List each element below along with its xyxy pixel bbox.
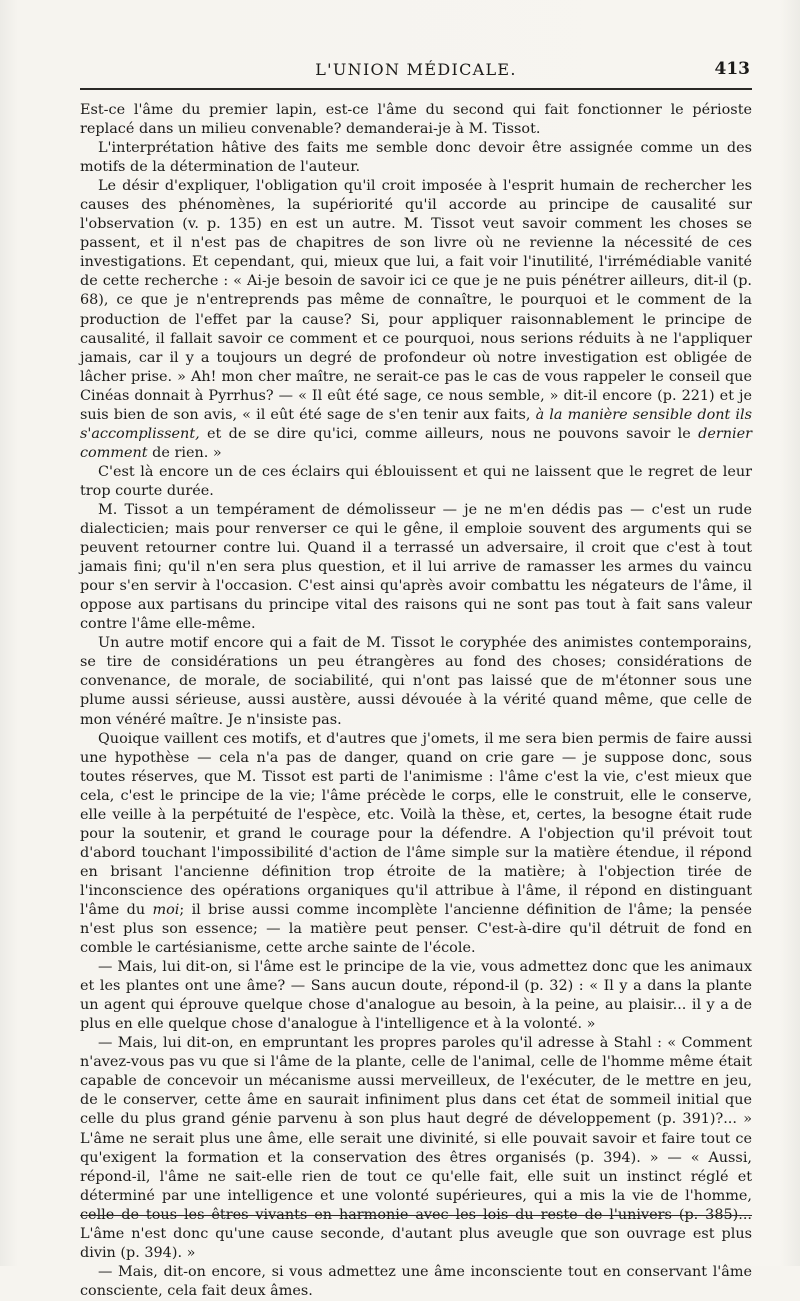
paragraph bbox=[80, 101, 752, 139]
text-run: C'est là encore un de ces éclairs qui éblouissent et qui ne laissent que le regret de leur trop courte durée. bbox=[80, 463, 752, 499]
text-run: Un autre motif encore qui a fait de M. Tissot le coryphée des animistes contemporains, se tire de considérations un peu étrangères au fond des choses; considérations de convenance, de morale, de sociabilité, qui n'ont pas laissé que de m'étonner sous une plume aussi sérieuse, aussi austère, aussi dévouée à la vérité quand même, que celle de mon vénéré maître. Je n'insiste pas. bbox=[80, 635, 752, 728]
page-number: 413 bbox=[714, 59, 750, 79]
text-run: et de se dire qu'ici, comme ailleurs, nous ne pouvons savoir le bbox=[199, 425, 699, 442]
footer-rule bbox=[80, 1215, 752, 1216]
page-header bbox=[80, 58, 752, 86]
paragraph bbox=[80, 501, 752, 634]
paragraph bbox=[80, 1034, 752, 1263]
text-run: — Mais, lui dit-on, en empruntant les propres paroles qu'il adresse à Stahl : « Comment n'avez-vous pas vu que si l'âme de la plante, celle de l'animal, celle de l'homme même était capable de concevoir un mécanisme aussi merveilleux, de l'exécuter, de le mettre en jeu, de le conserver, cette âme en saurait infiniment plus dans cet état de sommeil initial que celle du plus grand génie parvenu à son plus haut degré de développement (p. 391)?... » L'âme ne serait plus une âme, elle serait une divinité, si elle pouvait savoir et faire tout ce qu'exigent la formation et la conservation des êtres organisés (p. 394). » — « Aussi, répond-il, l'âme ne sait-elle rien de tout ce qu'elle fait, elle suit un instinct réglé et déterminé par une intelligence et une volonté supérieures, qui a mis la vie de l'homme, celle de tous les êtres vivants en harmonie avec les lois du reste de l'univers (p. 385)... L'âme n'est donc qu'une cause seconde, d'autant plus aveugle que son ouvrage est plus divin (p. 394). » bbox=[80, 1035, 752, 1261]
paragraph bbox=[80, 177, 752, 463]
italic-text: moi bbox=[152, 901, 180, 918]
paragraph bbox=[80, 1263, 752, 1301]
header-rule bbox=[80, 88, 752, 90]
paragraph bbox=[80, 730, 752, 959]
paragraph bbox=[80, 463, 752, 501]
text-run: — Mais, dit-on encore, si vous admettez une âme inconsciente tout en conservant l'âme consciente, cela fait deux âmes. bbox=[80, 1263, 752, 1299]
text-run: — Mais, lui dit-on, si l'âme est le principe de la vie, vous admettez donc que les animaux et les plantes ont une âme? — Sans aucun doute, répond-il (p. 32) : « Il y a dans la plante un agent qui éprouve quelque chose d'analogue au besoin, à la peine, au plaisir... il y a de plus en elle quelque chose d'analogue à l'intelligence et à la volonté. » bbox=[80, 959, 752, 1033]
paragraph bbox=[80, 958, 752, 1034]
paragraph bbox=[80, 139, 752, 177]
body-text bbox=[80, 101, 752, 1301]
running-title: L'UNION MÉDICALE. bbox=[315, 60, 517, 79]
italic-text: à la manière sensible dont ils s'accomplissent, bbox=[80, 406, 752, 442]
text-run: M. Tissot a un tempérament de démolisseur — je ne m'en dédis pas — c'est un rude dialecticien; mais pour renverser ce qui le gêne, il emploie souvent des arguments qui se peuvent retourner contre lui. Quand il a terrassé un adversaire, il croit que c'est à tout jamais fini; qu'il n'en sera plus question, et il lui arrive de ramasser les armes du vaincu pour s'en servir à l'occasion. C'est ainsi qu'après avoir combattu les négateurs de l'âme, il oppose aux partisans du principe vital des raisons qui ne sont pas tout à fait sans valeur contre l'âme elle-même. bbox=[80, 501, 752, 633]
text-run: Le désir d'expliquer, l'obligation qu'il croit imposée à l'esprit humain de rechercher les causes des phénomènes, la supériorité qu'il accorde au principe de causalité sur l'observation (v. p. 135) en est un autre. M. Tissot veut savoir comment les choses se passent, et il n'est pas de chapitres de son livre où ne revienne la nécessité de ces investigations. Et cependant, qui, mieux que lui, a fait voir l'inutilité, l'irrémédiable vanité de cette recherche : « Ai-je besoin de savoir ici ce que je ne puis pénétrer ailleurs, dit-il (p. 68), ce que je n'entreprends pas même de connaître, le pourquoi et le comment de la production de l'effet par la cause? Si, pour appliquer raisonnablement le principe de causalité, il fallait savoir ce comment et ce pourquoi, nous serions réduits à ne l'appliquer jamais, car il y a toujours un degré de profondeur où notre investigation est obligée de lâcher prise. » Ah! mon cher maître, ne serait-ce pas le cas de vous rappeler le conseil que Cinéas donnait à Pyrrhus? — « Il eût été sage, ce nous semble, » dit-il encore (p. 221) et je suis bien de son avis, « il eût été sage de s'en tenir aux faits, bbox=[80, 178, 752, 423]
italic-text: dernier comment bbox=[80, 425, 752, 461]
text-run: Est-ce l'âme du premier lapin, est-ce l'âme du second qui fait fonctionner le périoste replacé dans un milieu convenable? demanderai-je à M. Tissot. bbox=[80, 102, 752, 138]
text-run: L'interprétation hâtive des faits me semble donc devoir être assignée comme un des motifs de la détermination de l'auteur. bbox=[80, 140, 752, 176]
paragraph bbox=[80, 634, 752, 729]
text-run: Quoique vaillent ces motifs, et d'autres que j'omets, il me sera bien permis de faire aussi une hypothèse — cela n'a pas de danger, quand on crie gare — je suppose donc, sous toutes réserves, que M. Tissot est parti de l'animisme : l'âme c'est la vie, c'est mieux que cela, c'est le principe de la vie; l'âme précède le corps, elle le construit, elle le conserve, elle veille à la perpétuité de l'espèce, etc. Voilà la thèse, et, certes, la besogne était rude pour la soutenir, et grand le courage pour la défendre. A l'objection qu'il prévoit tout d'abord touchant l'impossibilité d'action de l'âme simple sur la matière étendue, il répond en brisant l'ancienne définition trop étroite de la matière; à l'objection tirée de l'inconscience des opérations organiques qu'il attribue à l'âme, il répond en distinguant l'âme du bbox=[80, 730, 752, 918]
text-run: ; il brise aussi comme incomplète l'ancienne définition de l'âme; la pensée n'est plus son essence; — la matière peut penser. C'est-à-dire qu'il détruit de fond en comble le cartésianisme, cette arche sainte de l'école. bbox=[80, 901, 752, 957]
text-run: de rien. » bbox=[147, 444, 222, 461]
